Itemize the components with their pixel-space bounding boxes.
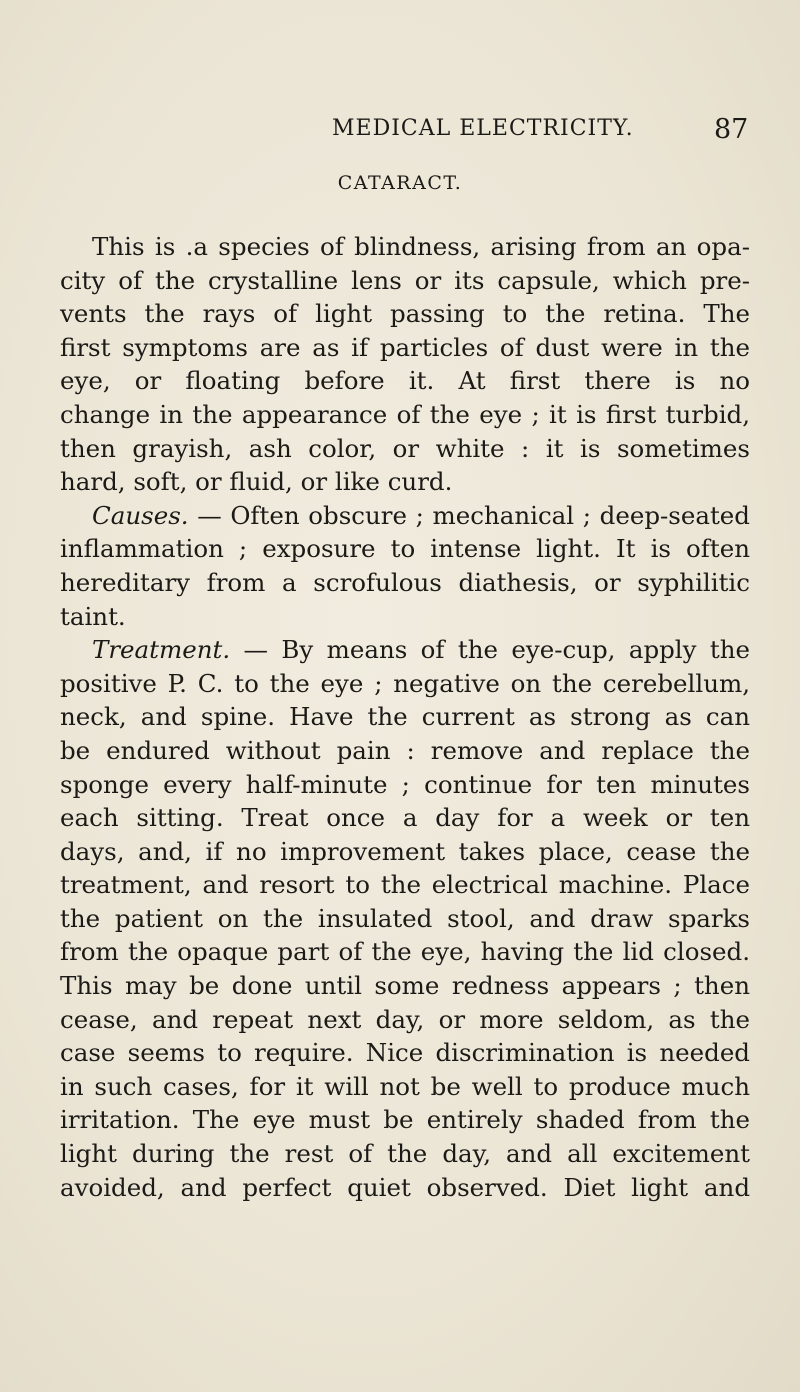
text-line: first symptoms are as if particles of dust were in the [60, 332, 750, 362]
text-line: be endured without pain : remove and replace the [60, 735, 750, 765]
text-line: hard, soft, or fluid, or like curd. [60, 467, 453, 497]
text-run: — Often obscure ; mechanical ; deep-seated [188, 500, 750, 530]
body-text [60, 230, 750, 1204]
text-line: sponge every half-minute ; continue for ten minutes [60, 769, 750, 799]
text-line: the patient on the insulated stool, and draw sparks [60, 903, 750, 933]
text-line: change in the appearance of the eye ; it is first turbid, [60, 399, 750, 429]
text-line: neck, and spine. Have the current as strong as can [60, 702, 750, 732]
paragraph-description [60, 230, 750, 499]
text-line: positive P. C. to the eye ; negative on the cerebellum, [60, 668, 750, 698]
text-line: in such cases, for it will not be well to produce much [60, 1071, 750, 1101]
running-header [0, 90, 800, 145]
text-line: avoided, and perfect quiet observed. Diet light and [60, 1172, 750, 1202]
text-line: light during the rest of the day, and all excitement [60, 1139, 750, 1169]
text-line: cease, and repeat next day, or more seldom, as the [60, 1004, 750, 1034]
text-line: taint. [60, 601, 126, 631]
text-line [60, 499, 750, 533]
treatment-heading: Treatment. [92, 635, 231, 665]
paragraph-treatment [60, 633, 750, 1204]
page-number: 87 [714, 114, 749, 145]
text-line: eye, or floating before it. At first there is no [60, 366, 750, 396]
text-line: inflammation ; exposure to intense light. It is often [60, 534, 750, 564]
text-line [60, 633, 750, 667]
text-line: then grayish, ash color, or white : it is sometimes [60, 433, 750, 463]
section-title: CATARACT. [337, 172, 463, 194]
paragraph-causes [60, 499, 750, 633]
text-line: from the opaque part of the eye, having the lid closed. [60, 937, 750, 967]
causes-heading: Causes. [92, 500, 189, 530]
running-title: MEDICAL ELECTRICITY. [332, 116, 634, 141]
text-line: case seems to require. Nice discrimination is needed [60, 1038, 750, 1068]
text-line: treatment, and resort to the electrical machine. Place [60, 870, 750, 900]
text-line: days, and, if no improvement takes place, cease the [60, 836, 750, 866]
text-line: each sitting. Treat once a day for a week or ten [60, 803, 750, 833]
text-run: — By means of the eye-cup, apply the [230, 635, 750, 665]
text-line: irritation. The eye must be entirely shaded from the [60, 1105, 750, 1135]
text-line: This is .a species of blindness, arising from an opa- [92, 232, 750, 261]
text-line: hereditary from a scrofulous diathesis, or syphilitic [60, 567, 750, 597]
text-line: vents the rays of light passing to the retina. The [60, 299, 750, 329]
text-line: This may be done until some redness appears ; then [60, 971, 750, 1001]
text-line: city of the crystalline lens or its capsule, which pre- [60, 265, 750, 295]
